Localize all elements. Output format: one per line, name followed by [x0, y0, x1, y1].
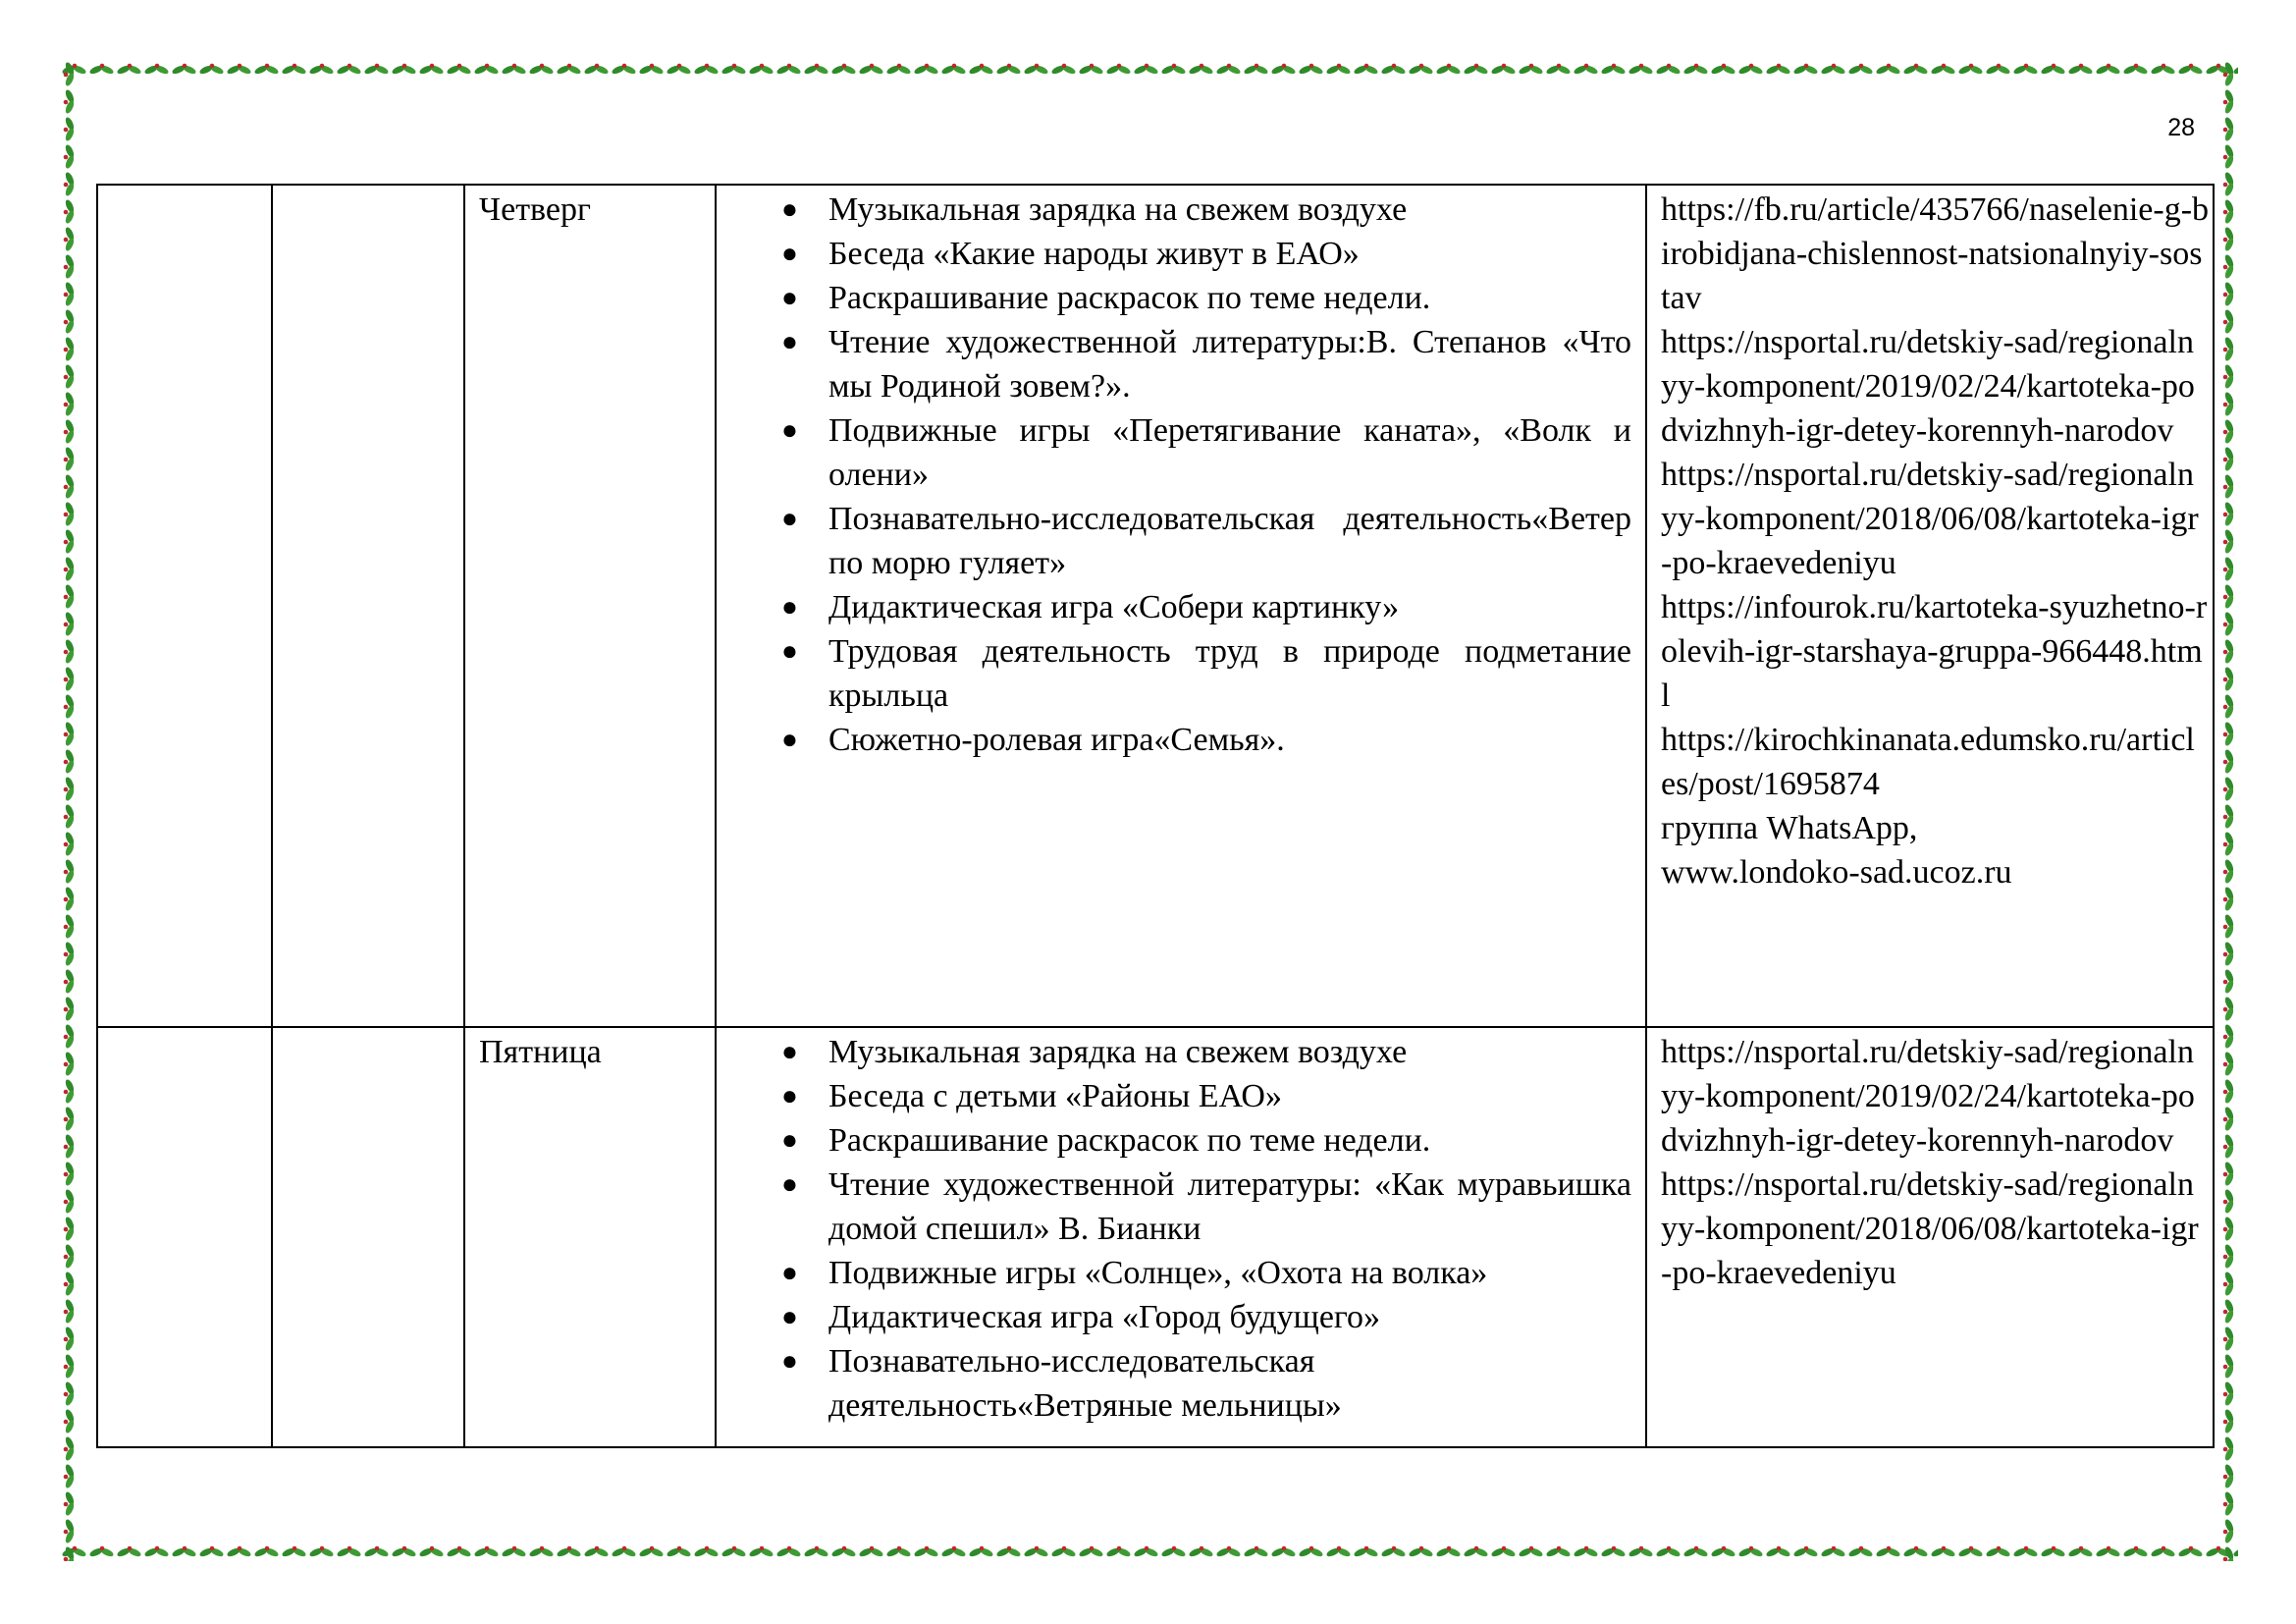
- table-row: [97, 1027, 2214, 1447]
- list-item: [717, 1251, 1631, 1295]
- resource-links: [1647, 186, 2213, 894]
- bullet-icon: ●: [781, 1169, 798, 1200]
- day-cell: [464, 185, 716, 1027]
- activities-cell: [716, 185, 1646, 1027]
- list-item: [717, 585, 1631, 629]
- resource-link[interactable]: https://infourok.ru/kartoteka-syuzhetno-rolevih-igr-starshaya-gruppa-966448.html: [1661, 589, 2208, 714]
- resource-link[interactable]: группа WhatsApp,: [1661, 810, 1918, 846]
- activities-cell: [716, 1027, 1646, 1447]
- bullet-icon: ●: [781, 1125, 798, 1156]
- empty-cell-2: [272, 185, 464, 1027]
- activity-text: Трудовая деятельность труд в природе подметание крыльца: [828, 633, 1631, 714]
- list-item: [717, 320, 1631, 408]
- holly-border-icon: [61, 61, 79, 1561]
- bullet-icon: ●: [781, 636, 798, 667]
- resources-cell: [1646, 185, 2214, 1027]
- bullet-icon: ●: [781, 239, 798, 269]
- resource-link[interactable]: https://nsportal.ru/detskiy-sad/regionalnyy-komponent/2019/02/24/kartoteka-podvizhnyh-igr-detey-korennyh-narodov: [1661, 1034, 2195, 1159]
- holly-border-icon: [61, 1543, 2238, 1561]
- page-number: 28: [2167, 114, 2195, 141]
- activity-text: Подвижные игры «Перетягивание каната», «Волк и олени»: [828, 412, 1631, 493]
- activity-text: Раскрашивание раскрасок по теме недели.: [828, 280, 1431, 316]
- activity-text: Раскрашивание раскрасок по теме недели.: [828, 1122, 1431, 1159]
- holly-border-icon: [2220, 61, 2238, 1561]
- resource-link[interactable]: www.londoko-sad.ucoz.ru: [1661, 854, 2012, 891]
- activity-text: Чтение художественной литературы: «Как муравьишка домой спешил» В. Бианки: [828, 1166, 1631, 1247]
- list-item: [717, 408, 1631, 497]
- list-item: [717, 1030, 1631, 1074]
- bullet-icon: ●: [781, 504, 798, 534]
- resource-link[interactable]: https://kirochkinanata.edumsko.ru/articles/post/1695874: [1661, 722, 2195, 802]
- activity-text: Дидактическая игра «Собери картинку»: [828, 589, 1400, 625]
- activity-text: Подвижные игры «Солнце», «Охота на волка»: [828, 1255, 1488, 1291]
- holly-border-top: [61, 61, 2238, 79]
- activity-list: [717, 186, 1645, 762]
- activity-text: Чтение художественной литературы:В. Степанов «Что мы Родиной зовем?».: [828, 324, 1631, 405]
- list-item: [717, 276, 1631, 320]
- resource-link[interactable]: https://nsportal.ru/detskiy-sad/regionalnyy-komponent/2018/06/08/kartoteka-igr-po-kraevedeniyu: [1661, 457, 2199, 581]
- holly-border-left: [61, 61, 79, 1561]
- list-item: [717, 1295, 1631, 1339]
- resource-link[interactable]: https://nsportal.ru/detskiy-sad/regionalnyy-komponent/2018/06/08/kartoteka-igr-po-kraevedeniyu: [1661, 1166, 2199, 1291]
- plan-table: [96, 184, 2215, 1448]
- list-item: [717, 629, 1631, 718]
- activity-text: Музыкальная зарядка на свежем воздухе: [828, 1034, 1408, 1070]
- day-label: Пятница: [479, 1034, 602, 1070]
- holly-border-bottom: [61, 1543, 2238, 1561]
- list-item: [717, 188, 1631, 232]
- day-label: Четверг: [479, 191, 591, 228]
- bullet-icon: ●: [781, 194, 798, 225]
- list-item: [717, 232, 1631, 276]
- bullet-icon: ●: [781, 327, 798, 357]
- activity-text: Познавательно-исследовательская деятельность«Ветер по морю гуляет»: [828, 501, 1631, 581]
- resource-link[interactable]: https://fb.ru/article/435766/naselenie-g-birobidjana-chislennost-natsionalnyiy-sostav: [1661, 191, 2210, 316]
- holly-border-icon: [61, 61, 2238, 79]
- activity-text: Беседа с детьми «Районы ЕАО»: [828, 1078, 1282, 1114]
- list-item: [717, 1163, 1631, 1251]
- resource-links: [1647, 1028, 2213, 1295]
- resource-link[interactable]: https://nsportal.ru/detskiy-sad/regionalnyy-komponent/2019/02/24/kartoteka-podvizhnyh-igr-detey-korennyh-narodov: [1661, 324, 2195, 449]
- list-item: [717, 1339, 1631, 1428]
- list-item: [717, 497, 1631, 585]
- resources-cell: [1646, 1027, 2214, 1447]
- holly-border-right: [2220, 61, 2238, 1561]
- day-cell: [464, 1027, 716, 1447]
- bullet-icon: ●: [781, 283, 798, 313]
- activity-list: [717, 1028, 1645, 1428]
- activity-text: Музыкальная зарядка на свежем воздухе: [828, 191, 1408, 228]
- activity-text: Беседа «Какие народы живут в ЕАО»: [828, 236, 1360, 272]
- bullet-icon: ●: [781, 1346, 798, 1377]
- empty-cell-1: [97, 1027, 272, 1447]
- table-row: [97, 185, 2214, 1027]
- bullet-icon: ●: [781, 592, 798, 623]
- empty-cell-2: [272, 1027, 464, 1447]
- bullet-icon: ●: [781, 725, 798, 755]
- activity-text: Познавательно-исследовательская деятельность«Ветряные мельницы»: [828, 1343, 1342, 1424]
- bullet-icon: ●: [781, 1037, 798, 1067]
- bullet-icon: ●: [781, 1302, 798, 1332]
- activity-text: Сюжетно-ролевая игра«Семья».: [828, 722, 1285, 758]
- empty-cell-1: [97, 185, 272, 1027]
- list-item: [717, 1074, 1631, 1118]
- list-item: [717, 718, 1631, 762]
- bullet-icon: ●: [781, 1258, 798, 1288]
- list-item: [717, 1118, 1631, 1163]
- bullet-icon: ●: [781, 415, 798, 446]
- bullet-icon: ●: [781, 1081, 798, 1111]
- activity-text: Дидактическая игра «Город будущего»: [828, 1299, 1381, 1335]
